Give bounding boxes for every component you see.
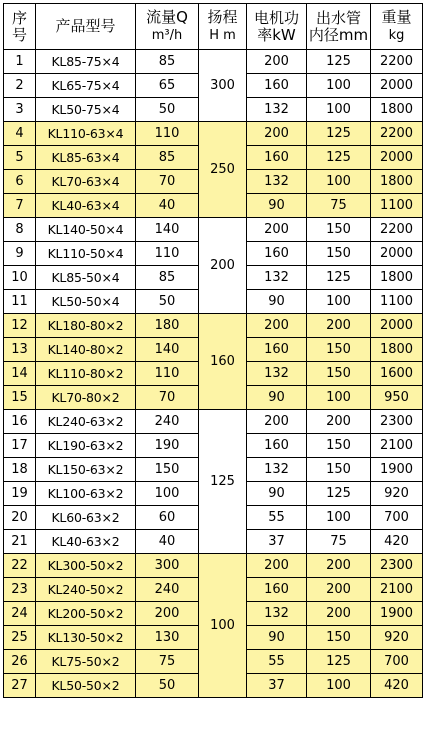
cell-power: 55 [247, 650, 307, 674]
cell-flow: 240 [136, 578, 199, 602]
cell-no: 23 [4, 578, 36, 602]
cell-model: KL140-50×4 [36, 218, 136, 242]
cell-weight: 2000 [371, 314, 423, 338]
cell-model: KL300-50×2 [36, 554, 136, 578]
cell-power: 90 [247, 386, 307, 410]
cell-weight: 2000 [371, 146, 423, 170]
cell-no: 11 [4, 290, 36, 314]
cell-model: KL50-50×4 [36, 290, 136, 314]
cell-weight: 2000 [371, 74, 423, 98]
cell-power: 37 [247, 530, 307, 554]
cell-power: 132 [247, 602, 307, 626]
cell-pipe: 150 [307, 338, 371, 362]
table-row [4, 554, 423, 578]
cell-pipe: 150 [307, 458, 371, 482]
cell-weight: 700 [371, 506, 423, 530]
cell-model: KL150-63×2 [36, 458, 136, 482]
cell-flow: 110 [136, 362, 199, 386]
header-motor-power: 电机功 率kW [247, 4, 307, 50]
cell-head: 160 [199, 314, 247, 410]
cell-flow: 85 [136, 146, 199, 170]
cell-flow: 70 [136, 386, 199, 410]
cell-flow: 140 [136, 338, 199, 362]
cell-flow: 75 [136, 650, 199, 674]
cell-no: 1 [4, 50, 36, 74]
cell-weight: 1900 [371, 602, 423, 626]
cell-pipe: 100 [307, 290, 371, 314]
table-row [4, 50, 423, 74]
cell-power: 132 [247, 362, 307, 386]
cell-model: KL70-80×2 [36, 386, 136, 410]
cell-no: 19 [4, 482, 36, 506]
cell-model: KL85-75×4 [36, 50, 136, 74]
cell-model: KL140-80×2 [36, 338, 136, 362]
cell-power: 160 [247, 242, 307, 266]
cell-model: KL40-63×2 [36, 530, 136, 554]
header-no: 序 号 [4, 4, 36, 50]
cell-flow: 130 [136, 626, 199, 650]
cell-pipe: 150 [307, 626, 371, 650]
table-row [4, 218, 423, 242]
cell-model: KL130-50×2 [36, 626, 136, 650]
cell-flow: 50 [136, 98, 199, 122]
cell-weight: 1800 [371, 338, 423, 362]
header-weight: 重量 kg [371, 4, 423, 50]
cell-weight: 1100 [371, 290, 423, 314]
cell-no: 17 [4, 434, 36, 458]
cell-no: 8 [4, 218, 36, 242]
cell-no: 5 [4, 146, 36, 170]
cell-power: 90 [247, 482, 307, 506]
cell-head: 125 [199, 410, 247, 554]
cell-no: 10 [4, 266, 36, 290]
cell-pipe: 150 [307, 242, 371, 266]
cell-power: 200 [247, 410, 307, 434]
cell-flow: 40 [136, 530, 199, 554]
cell-flow: 85 [136, 50, 199, 74]
cell-power: 132 [247, 458, 307, 482]
cell-model: KL100-63×2 [36, 482, 136, 506]
cell-pipe: 125 [307, 266, 371, 290]
cell-power: 160 [247, 338, 307, 362]
cell-weight: 2000 [371, 242, 423, 266]
cell-pipe: 100 [307, 170, 371, 194]
cell-flow: 300 [136, 554, 199, 578]
cell-power: 160 [247, 74, 307, 98]
cell-power: 132 [247, 170, 307, 194]
cell-flow: 200 [136, 602, 199, 626]
cell-head: 100 [199, 554, 247, 698]
cell-no: 22 [4, 554, 36, 578]
cell-weight: 920 [371, 482, 423, 506]
cell-weight: 700 [371, 650, 423, 674]
cell-weight: 420 [371, 674, 423, 698]
cell-model: KL180-80×2 [36, 314, 136, 338]
cell-no: 18 [4, 458, 36, 482]
table-row [4, 122, 423, 146]
cell-power: 90 [247, 194, 307, 218]
cell-pipe: 150 [307, 362, 371, 386]
cell-flow: 50 [136, 674, 199, 698]
cell-pipe: 125 [307, 650, 371, 674]
cell-flow: 140 [136, 218, 199, 242]
cell-power: 90 [247, 626, 307, 650]
cell-pipe: 200 [307, 602, 371, 626]
cell-model: KL85-50×4 [36, 266, 136, 290]
cell-no: 14 [4, 362, 36, 386]
cell-weight: 950 [371, 386, 423, 410]
cell-flow: 110 [136, 122, 199, 146]
cell-flow: 85 [136, 266, 199, 290]
cell-head: 200 [199, 218, 247, 314]
cell-pipe: 75 [307, 194, 371, 218]
header-head: 扬程 H m [199, 4, 247, 50]
cell-weight: 2200 [371, 218, 423, 242]
cell-model: KL110-80×2 [36, 362, 136, 386]
cell-pipe: 200 [307, 554, 371, 578]
cell-no: 13 [4, 338, 36, 362]
cell-power: 132 [247, 98, 307, 122]
cell-flow: 60 [136, 506, 199, 530]
header-flow: 流量Q m³/h [136, 4, 199, 50]
cell-weight: 1800 [371, 98, 423, 122]
cell-model: KL110-50×4 [36, 242, 136, 266]
cell-pipe: 200 [307, 314, 371, 338]
header-outlet-pipe: 出水管 内径mm [307, 4, 371, 50]
cell-model: KL85-63×4 [36, 146, 136, 170]
cell-no: 27 [4, 674, 36, 698]
cell-model: KL50-50×2 [36, 674, 136, 698]
cell-no: 6 [4, 170, 36, 194]
cell-power: 200 [247, 314, 307, 338]
cell-head: 250 [199, 122, 247, 218]
cell-weight: 1900 [371, 458, 423, 482]
cell-pipe: 125 [307, 146, 371, 170]
cell-weight: 1100 [371, 194, 423, 218]
cell-no: 25 [4, 626, 36, 650]
cell-pipe: 75 [307, 530, 371, 554]
cell-weight: 2100 [371, 434, 423, 458]
cell-power: 55 [247, 506, 307, 530]
cell-power: 200 [247, 554, 307, 578]
cell-no: 3 [4, 98, 36, 122]
cell-flow: 150 [136, 458, 199, 482]
cell-weight: 2100 [371, 578, 423, 602]
cell-weight: 1800 [371, 266, 423, 290]
cell-pipe: 200 [307, 578, 371, 602]
cell-model: KL190-63×2 [36, 434, 136, 458]
cell-no: 7 [4, 194, 36, 218]
cell-pipe: 100 [307, 74, 371, 98]
cell-power: 160 [247, 434, 307, 458]
cell-power: 200 [247, 122, 307, 146]
cell-flow: 70 [136, 170, 199, 194]
cell-pipe: 100 [307, 98, 371, 122]
cell-flow: 240 [136, 410, 199, 434]
cell-pipe: 125 [307, 122, 371, 146]
cell-pipe: 100 [307, 506, 371, 530]
cell-power: 200 [247, 218, 307, 242]
cell-weight: 2300 [371, 554, 423, 578]
cell-weight: 1800 [371, 170, 423, 194]
cell-model: KL65-75×4 [36, 74, 136, 98]
cell-flow: 40 [136, 194, 199, 218]
cell-model: KL40-63×4 [36, 194, 136, 218]
cell-flow: 65 [136, 74, 199, 98]
cell-weight: 2200 [371, 50, 423, 74]
cell-model: KL240-50×2 [36, 578, 136, 602]
cell-pipe: 200 [307, 410, 371, 434]
cell-model: KL50-75×4 [36, 98, 136, 122]
cell-head: 300 [199, 50, 247, 122]
cell-power: 160 [247, 578, 307, 602]
cell-weight: 2200 [371, 122, 423, 146]
cell-no: 12 [4, 314, 36, 338]
cell-power: 90 [247, 290, 307, 314]
cell-no: 15 [4, 386, 36, 410]
cell-weight: 1600 [371, 362, 423, 386]
cell-model: KL110-63×4 [36, 122, 136, 146]
cell-model: KL75-50×2 [36, 650, 136, 674]
cell-no: 21 [4, 530, 36, 554]
cell-no: 24 [4, 602, 36, 626]
cell-pipe: 150 [307, 434, 371, 458]
cell-model: KL200-50×2 [36, 602, 136, 626]
cell-flow: 180 [136, 314, 199, 338]
cell-power: 200 [247, 50, 307, 74]
cell-power: 132 [247, 266, 307, 290]
cell-weight: 2300 [371, 410, 423, 434]
cell-no: 4 [4, 122, 36, 146]
cell-pipe: 150 [307, 218, 371, 242]
cell-no: 26 [4, 650, 36, 674]
table-header-row [4, 4, 423, 50]
cell-no: 2 [4, 74, 36, 98]
cell-pipe: 100 [307, 386, 371, 410]
cell-pipe: 125 [307, 50, 371, 74]
cell-flow: 100 [136, 482, 199, 506]
table-row [4, 410, 423, 434]
cell-flow: 190 [136, 434, 199, 458]
cell-power: 37 [247, 674, 307, 698]
cell-weight: 420 [371, 530, 423, 554]
cell-no: 20 [4, 506, 36, 530]
cell-model: KL70-63×4 [36, 170, 136, 194]
pump-spec-table [3, 3, 423, 698]
cell-no: 16 [4, 410, 36, 434]
cell-model: KL240-63×2 [36, 410, 136, 434]
table-row [4, 314, 423, 338]
cell-weight: 920 [371, 626, 423, 650]
cell-flow: 110 [136, 242, 199, 266]
cell-power: 160 [247, 146, 307, 170]
cell-flow: 50 [136, 290, 199, 314]
cell-no: 9 [4, 242, 36, 266]
cell-pipe: 100 [307, 674, 371, 698]
cell-model: KL60-63×2 [36, 506, 136, 530]
header-model: 产品型号 [36, 4, 136, 50]
table-body [4, 50, 423, 698]
cell-pipe: 125 [307, 482, 371, 506]
